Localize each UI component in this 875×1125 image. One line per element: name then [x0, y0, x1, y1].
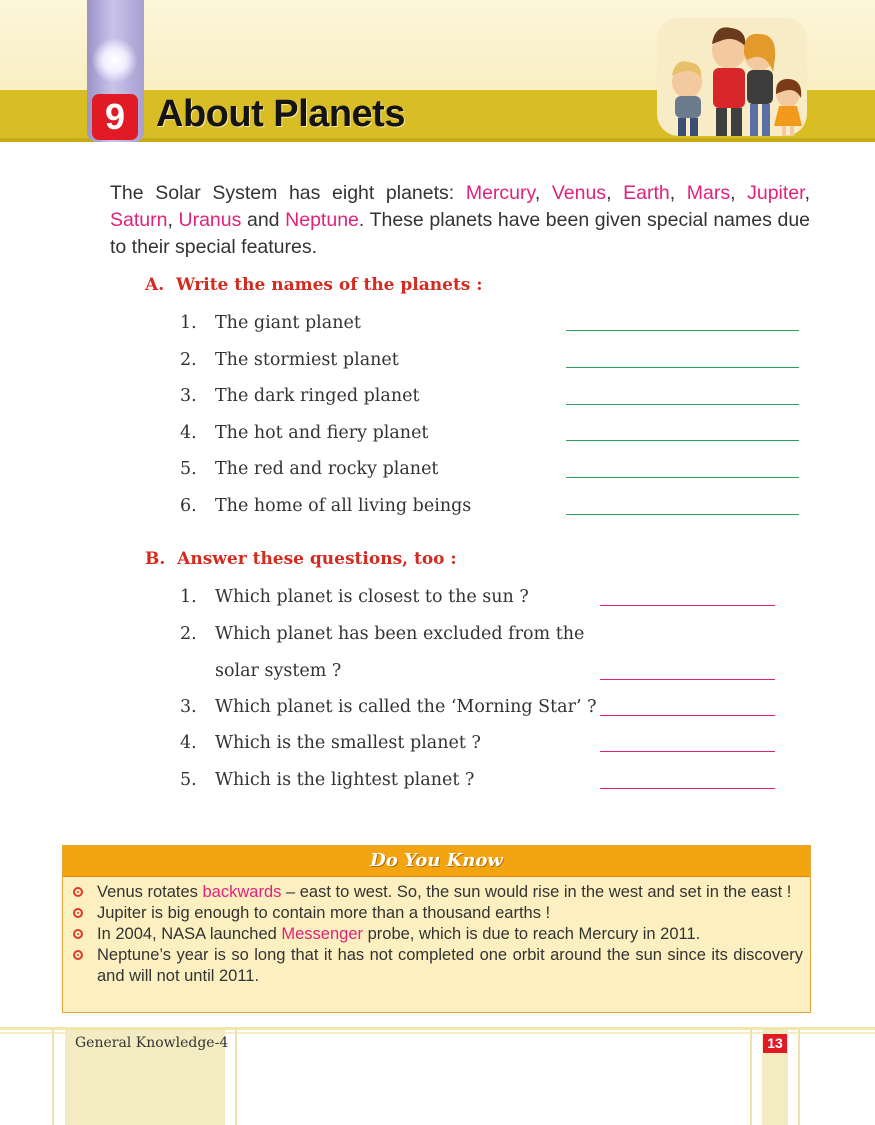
answer-line-b-2[interactable]	[600, 679, 775, 680]
question-text: Which is the lightest planet ?	[215, 770, 475, 790]
intro-text: . These planets have been given special names due to their special features.	[110, 209, 811, 258]
footer-frame-line	[750, 1030, 752, 1125]
question-number: 4.	[180, 423, 197, 443]
planet-name: Earth	[623, 182, 670, 204]
question-number: 2.	[180, 624, 197, 644]
question-text: Which planet is closest to the sun ?	[215, 587, 529, 607]
do-you-know-title: Do You Know	[63, 846, 810, 877]
answer-line-a-6[interactable]	[566, 514, 799, 515]
tab-glow	[92, 38, 137, 83]
bullet-icon	[73, 950, 83, 960]
question-a-4	[180, 423, 428, 443]
fact-item	[73, 903, 803, 924]
question-number: 5.	[180, 770, 197, 790]
planet-name: Neptune	[285, 209, 359, 231]
intro-text: ,	[730, 182, 748, 204]
fact-text: probe, which is due to reach Mercury in 2011.	[363, 925, 701, 943]
question-text: The stormiest planet	[215, 350, 399, 370]
intro-text: and	[241, 209, 286, 231]
answer-line-a-2[interactable]	[566, 367, 799, 368]
answer-line-a-3[interactable]	[566, 404, 799, 405]
question-number: 2.	[180, 350, 197, 370]
question-a-5	[180, 459, 438, 479]
intro-text: The Solar System has eight planets:	[110, 182, 466, 204]
question-a-2	[180, 350, 399, 370]
answer-line-b-5[interactable]	[600, 788, 775, 789]
fact-list	[73, 882, 803, 987]
footer-frame-line	[798, 1030, 800, 1125]
fact-text: Jupiter is big enough to contain more than a thousand earths !	[97, 904, 551, 922]
intro-text: ,	[534, 182, 552, 204]
fact-text: In 2004, NASA launched	[97, 925, 282, 943]
question-text: The hot and fiery planet	[215, 423, 429, 443]
intro-text: ,	[669, 182, 687, 204]
fact-highlight: Messenger	[281, 925, 364, 943]
footer-frame-line	[52, 1030, 54, 1125]
book-title: General Knowledge-4	[75, 1035, 229, 1051]
question-text: Which planet has been excluded from the	[215, 624, 585, 644]
bullet-icon	[73, 887, 83, 897]
intro-text: ,	[167, 209, 179, 231]
bullet-icon	[73, 929, 83, 939]
answer-line-a-1[interactable]	[566, 330, 799, 331]
page-number: 13	[763, 1034, 787, 1053]
fact-text: – east to west. So, the sun would rise in the west and set in the east !	[281, 883, 792, 901]
section-a-title: Write the names of the planets :	[175, 275, 483, 295]
question-number: 5.	[180, 459, 197, 479]
planet-name: Mercury	[465, 182, 535, 204]
footer-frame-line	[235, 1030, 237, 1125]
question-a-6	[180, 496, 471, 516]
question-b-4	[180, 733, 481, 753]
planet-name: Saturn	[110, 209, 168, 231]
question-text: Which planet is called the ‘Morning Star’ ?	[215, 697, 597, 717]
question-b-2-continued	[180, 661, 341, 681]
question-text: The dark ringed planet	[215, 386, 420, 406]
question-b-2	[180, 624, 584, 644]
answer-line-a-4[interactable]	[566, 440, 799, 441]
section-b-title: Answer these questions, too :	[177, 549, 457, 569]
answer-line-b-4[interactable]	[600, 751, 775, 752]
question-b-1	[180, 587, 529, 607]
question-number: 4.	[180, 733, 197, 753]
section-b-letter: B.	[145, 549, 166, 569]
fact-text: Venus rotates	[97, 883, 203, 901]
question-text: Which is the smallest planet ?	[215, 733, 481, 753]
children-illustration	[655, 10, 810, 140]
planet-name: Mars	[686, 182, 731, 204]
question-text-cont: solar system ?	[215, 661, 342, 681]
intro-text: ,	[804, 182, 810, 204]
chapter-number: 9	[92, 94, 138, 140]
intro-paragraph	[110, 180, 810, 261]
planet-name: Venus	[551, 182, 607, 204]
fact-item	[73, 945, 803, 987]
question-number: 1.	[180, 313, 197, 333]
question-text: The red and rocky planet	[215, 459, 439, 479]
do-you-know-box	[62, 845, 811, 1013]
bullet-icon	[73, 908, 83, 918]
section-b-heading	[145, 549, 457, 569]
intro-text: ,	[606, 182, 624, 204]
question-text: The giant planet	[215, 313, 361, 333]
answer-line-b-1[interactable]	[600, 605, 775, 606]
question-number: 3.	[180, 697, 197, 717]
section-a-letter: A.	[145, 275, 165, 295]
section-a-heading	[145, 275, 483, 295]
planet-name: Jupiter	[747, 182, 805, 204]
answer-line-b-3[interactable]	[600, 715, 775, 716]
fact-text: Neptune’s year is so long that it has not completed one orbit around the sun since its discovery and will not until 2011.	[97, 946, 803, 985]
question-a-3	[180, 386, 419, 406]
question-number: 3.	[180, 386, 197, 406]
question-text: The home of all living beings	[215, 496, 472, 516]
answer-line-a-5[interactable]	[566, 477, 799, 478]
question-b-3	[180, 697, 596, 717]
fact-item	[73, 924, 803, 945]
fact-highlight: backwards	[202, 883, 282, 901]
fact-item	[73, 882, 803, 903]
question-a-1	[180, 313, 361, 333]
chapter-title: About Planets	[156, 93, 405, 135]
question-number: 1.	[180, 587, 197, 607]
planet-name: Uranus	[178, 209, 242, 231]
question-number: 6.	[180, 496, 197, 516]
question-b-5	[180, 770, 474, 790]
